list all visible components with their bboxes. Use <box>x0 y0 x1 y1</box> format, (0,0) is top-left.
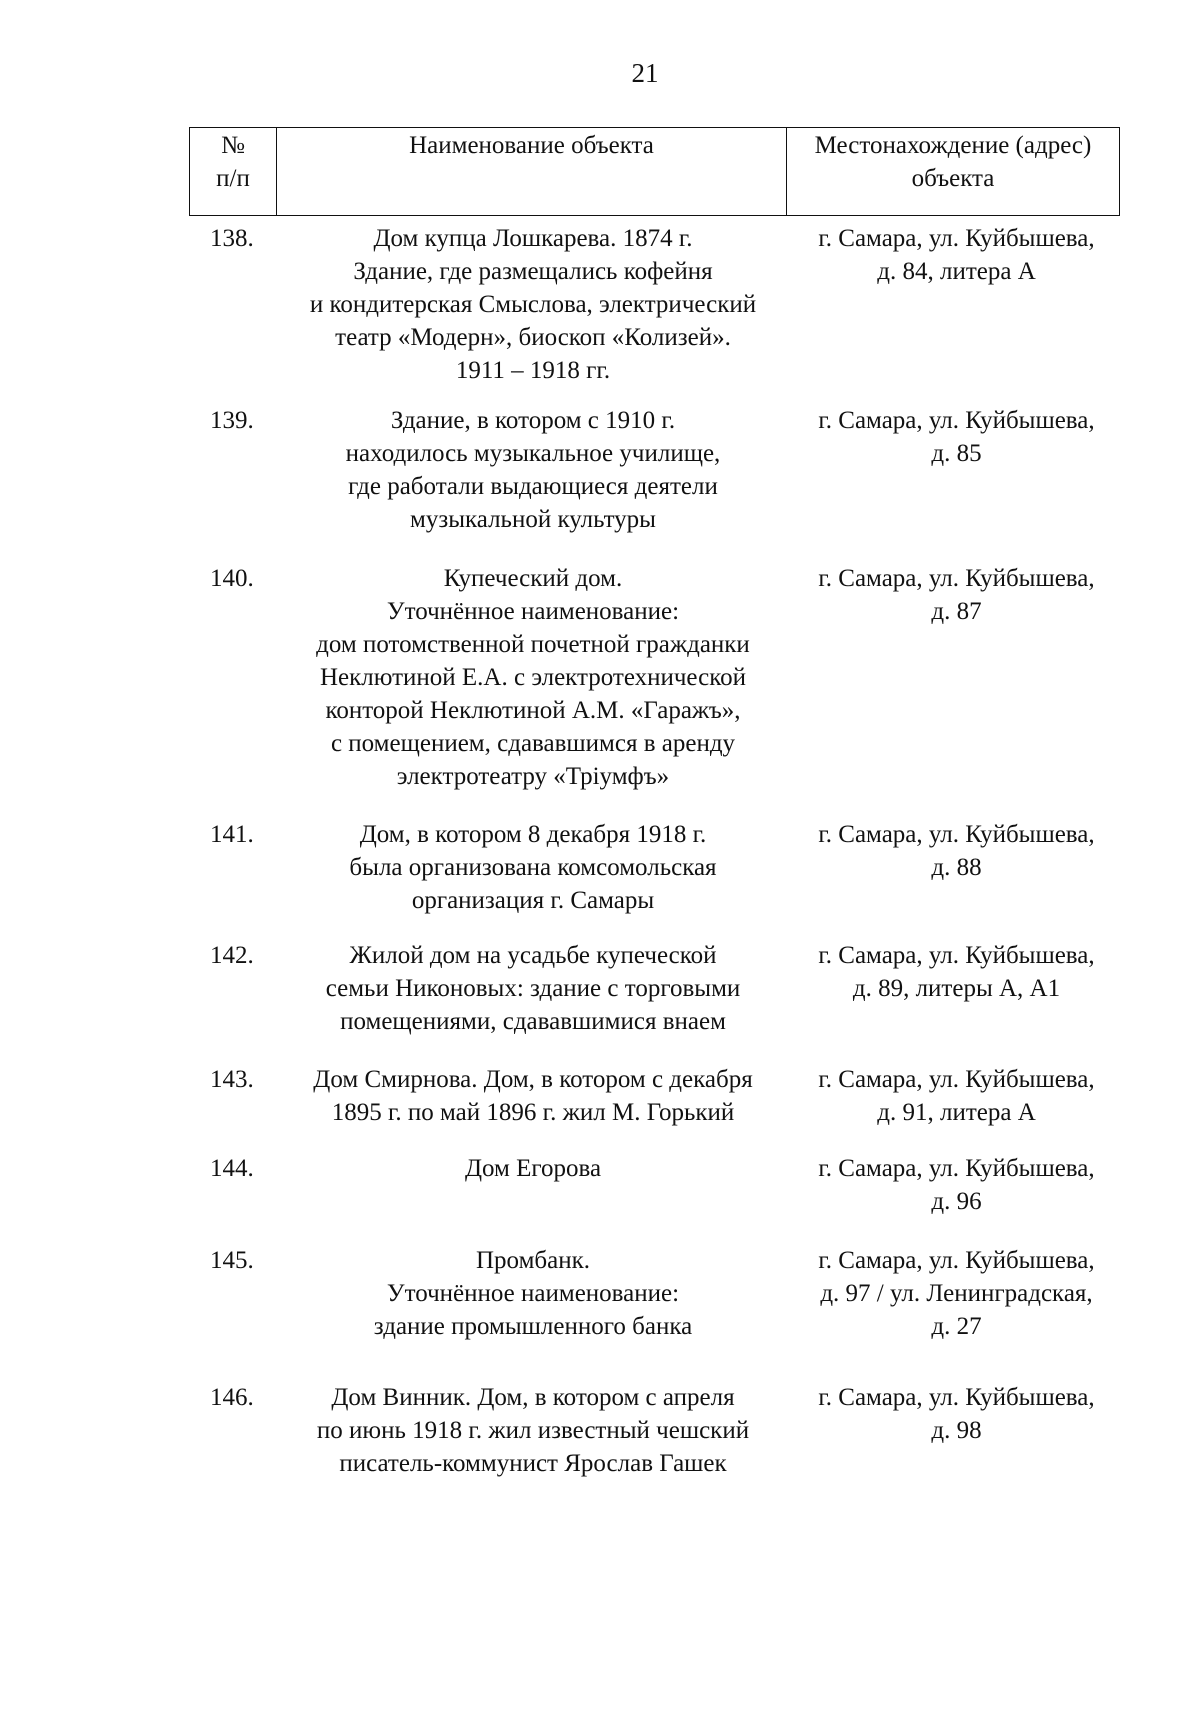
object-address-line: г. Самара, ул. Куйбышева, <box>818 821 1095 848</box>
object-name <box>276 222 790 387</box>
object-address-line: г. Самара, ул. Куйбышева, <box>818 565 1095 592</box>
object-address-line: д. 96 <box>931 1188 982 1215</box>
object-address <box>790 1152 1123 1218</box>
object-name-line: Уточнённое наименование: <box>386 598 680 625</box>
object-name <box>276 939 790 1038</box>
row-number: 140. <box>210 565 254 592</box>
object-address <box>790 1244 1123 1343</box>
object-address-line: д. 89, литеры А, А1 <box>852 975 1061 1002</box>
header-number-label: № <box>221 132 245 159</box>
object-address <box>790 222 1123 288</box>
header-name-label: Наименование объекта <box>409 132 654 159</box>
object-name-line: здание промышленного банка <box>373 1313 693 1340</box>
object-name <box>276 1063 790 1129</box>
object-name-line: помещениями, сдававшимися внаем <box>340 1008 726 1035</box>
object-address-line: д. 98 <box>931 1417 982 1444</box>
object-name-line: Уточнённое наименование: <box>386 1280 680 1307</box>
row-number: 141. <box>210 821 254 848</box>
table-header <box>189 127 1120 216</box>
object-name-line: семьи Никоновых: здание с торговыми <box>325 975 741 1002</box>
object-name <box>276 404 790 536</box>
object-name-line: Жилой дом на усадьбе купеческой <box>349 942 717 969</box>
object-address-line: д. 27 <box>931 1313 982 1340</box>
object-name-line: 1911 – 1918 гг. <box>455 357 611 384</box>
row-number: 139. <box>210 407 254 434</box>
object-address-line: г. Самара, ул. Куйбышева, <box>818 1384 1095 1411</box>
object-name-line: Неклютиной Е.А. с электротехнической <box>319 664 746 691</box>
object-name-line: Дом Егорова <box>464 1155 602 1182</box>
object-name-line: была организована комсомольская <box>349 854 717 881</box>
header-address-column <box>787 128 1119 215</box>
object-name-line: Дом Винник. Дом, в котором с апреля <box>331 1384 735 1411</box>
object-address <box>790 939 1123 1005</box>
object-address-line: г. Самара, ул. Куйбышева, <box>818 942 1095 969</box>
object-name-line: организация г. Самары <box>411 887 655 914</box>
object-address <box>790 818 1123 884</box>
object-name <box>276 818 790 917</box>
object-name-line: по июнь 1918 г. жил известный чешский <box>316 1417 750 1444</box>
object-address-line: г. Самара, ул. Куйбышева, <box>818 1247 1095 1274</box>
object-name-line: Купеческий дом. <box>443 565 623 592</box>
object-name-line: конторой Неклютиной А.М. «Гаражъ», <box>325 697 741 724</box>
object-address-line: д. 85 <box>931 440 982 467</box>
object-name-line: и кондитерская Смыслова, электрический <box>309 291 757 318</box>
object-name-line: Дом купца Лошкарева. 1874 г. <box>373 225 693 252</box>
object-name <box>276 1381 790 1480</box>
object-address <box>790 404 1123 470</box>
object-name <box>276 1244 790 1343</box>
object-name-line: Здание, в котором с 1910 г. <box>390 407 676 434</box>
row-number: 142. <box>210 942 254 969</box>
object-name-line: Здание, где размещались кофейня <box>353 258 713 285</box>
object-address <box>790 1381 1123 1447</box>
object-address <box>790 1063 1123 1129</box>
header-address-label: Местонахождение (адрес) <box>814 132 1092 159</box>
object-name-line: с помещением, сдававшимся в аренду <box>330 730 736 757</box>
object-address-line: д. 97 / ул. Ленинградская, <box>820 1280 1093 1307</box>
header-number-sublabel: п/п <box>216 165 250 192</box>
object-name <box>276 562 790 793</box>
object-name <box>276 1152 790 1185</box>
row-number: 143. <box>210 1066 254 1093</box>
object-name-line: 1895 г. по май 1896 г. жил М. Горький <box>331 1099 735 1126</box>
row-number: 144. <box>210 1155 254 1182</box>
row-number: 146. <box>210 1384 254 1411</box>
object-address-line: д. 87 <box>931 598 982 625</box>
object-name-line: дом потомственной почетной гражданки <box>316 631 750 658</box>
object-name-line: Дом, в котором 8 декабря 1918 г. <box>359 821 707 848</box>
object-name-line: электротеатру «Трiумфъ» <box>396 763 670 790</box>
object-address-line: г. Самара, ул. Куйбышева, <box>818 225 1095 252</box>
header-number-column <box>190 128 277 215</box>
row-number: 138. <box>210 225 254 252</box>
page-number: 21 <box>631 58 659 88</box>
object-address-line: г. Самара, ул. Куйбышева, <box>818 1155 1095 1182</box>
header-address-sublabel: объекта <box>911 165 995 192</box>
object-address <box>790 562 1123 628</box>
object-address-line: г. Самара, ул. Куйбышева, <box>818 1066 1095 1093</box>
object-address-line: д. 84, литера А <box>877 258 1036 285</box>
row-number: 145. <box>210 1247 254 1274</box>
header-name-column <box>277 128 787 215</box>
object-name-line: Дом Смирнова. Дом, в котором с декабря <box>313 1066 753 1093</box>
object-name-line: находилось музыкальное училище, <box>345 440 721 467</box>
object-name-line: где работали выдающиеся деятели <box>348 473 718 500</box>
object-address-line: д. 91, литера А <box>877 1099 1036 1126</box>
object-name-line: театр «Модерн», биоскоп «Колизей». <box>335 324 731 351</box>
object-name-line: музыкальной культуры <box>410 506 656 533</box>
object-address-line: г. Самара, ул. Куйбышева, <box>818 407 1095 434</box>
object-name-line: Промбанк. <box>476 1247 590 1274</box>
object-address-line: д. 88 <box>931 854 982 881</box>
object-name-line: писатель-коммунист Ярослав Гашек <box>339 1450 727 1477</box>
